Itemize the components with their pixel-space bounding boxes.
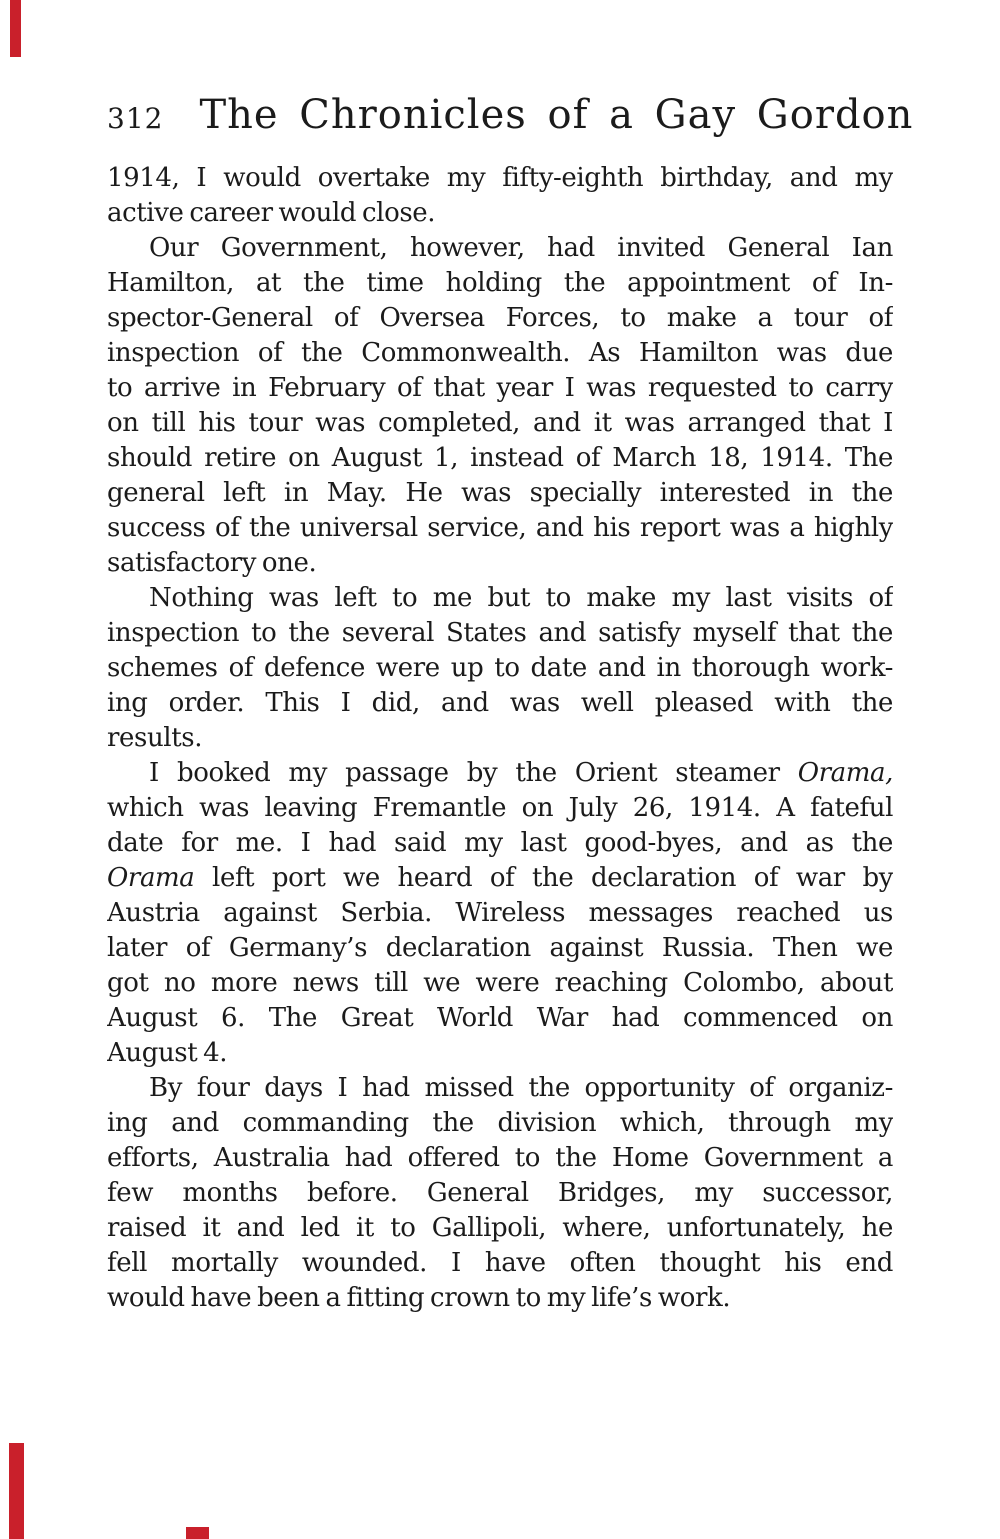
text-line — [107, 1001, 893, 1036]
text-segment: on till his tour was completed, and it was arranged that I — [107, 408, 893, 438]
paragraph — [107, 161, 893, 231]
text-segment: Nothing was left to me but to make my last visits of — [149, 583, 893, 613]
text-line — [107, 336, 893, 371]
page-number: 312 — [107, 102, 164, 135]
scan-mark-top-left — [10, 0, 21, 57]
text-segment: Austria against Serbia. Wireless messages reached us — [107, 898, 893, 928]
text-line — [107, 1281, 893, 1316]
text-segment: fell mortally wounded. I have often thought his end — [107, 1248, 893, 1278]
body-text — [107, 161, 893, 1316]
italic-text: Orama, — [797, 758, 893, 788]
text-segment: left port we heard of the declaration of war by — [194, 863, 893, 893]
text-line — [107, 686, 893, 721]
page-title: The Chronicles of a Gay Gordon — [199, 92, 914, 138]
text-line — [107, 406, 893, 441]
text-segment: ing and commanding the division which, through my — [107, 1108, 893, 1138]
text-segment: to arrive in February of that year I was requested to carry — [107, 373, 893, 403]
text-line — [107, 1211, 893, 1246]
text-segment: success of the universal service, and his report was a highly — [107, 513, 893, 543]
text-line — [107, 546, 893, 581]
text-line — [107, 791, 893, 826]
paragraph — [107, 1071, 893, 1316]
paragraph — [107, 231, 893, 581]
text-segment: results. — [107, 723, 203, 753]
text-segment: which was leaving Fremantle on July 26, 1914. A fateful — [107, 793, 893, 823]
text-line — [107, 231, 893, 266]
text-segment: raised it and led it to Gallipoli, where, unfortunately, he — [107, 1213, 893, 1243]
scan-mark-bottom-left — [9, 1443, 24, 1539]
text-line — [107, 511, 893, 546]
text-segment: By four days I had missed the opportunity of organiz- — [149, 1073, 893, 1103]
text-segment: efforts, Australia had offered to the Home Government a — [107, 1143, 893, 1173]
text-line — [107, 301, 893, 336]
text-segment: got no more news till we were reaching Colombo, about — [107, 968, 893, 998]
text-line — [107, 931, 893, 966]
text-segment: schemes of defence were up to date and in thorough work- — [107, 653, 893, 683]
text-segment: few months before. General Bridges, my successor, — [107, 1178, 893, 1208]
text-segment: inspection of the Commonwealth. As Hamilton was due — [107, 338, 893, 368]
text-line — [107, 896, 893, 931]
text-line — [107, 266, 893, 301]
italic-text: Orama — [107, 863, 195, 893]
scan-mark-bottom-middle — [186, 1527, 209, 1539]
text-segment: ing order. This I did, and was well pleased with the — [107, 688, 893, 718]
text-segment: spector-General of Oversea Forces, to make a tour of — [107, 303, 893, 333]
text-line — [107, 826, 893, 861]
text-line — [107, 966, 893, 1001]
text-segment: later of Germany’s declaration against Russia. Then we — [107, 933, 893, 963]
text-line — [107, 616, 893, 651]
text-line — [107, 1246, 893, 1281]
text-segment: 1914, I would overtake my fifty-eighth birthday, and my — [107, 163, 893, 193]
text-line — [107, 1071, 893, 1106]
text-line — [107, 441, 893, 476]
text-segment: active career would close. — [107, 198, 436, 228]
text-segment: general left in May. He was specially interested in the — [107, 478, 893, 508]
text-segment: would have been a fitting crown to my life’s work. — [107, 1283, 731, 1313]
text-segment: August 4. — [107, 1038, 228, 1068]
text-line — [107, 756, 893, 791]
paragraph — [107, 756, 893, 1071]
text-line — [107, 1106, 893, 1141]
text-segment: Hamilton, at the time holding the appointment of In- — [107, 268, 893, 298]
text-line — [107, 161, 893, 196]
text-line — [107, 861, 893, 896]
text-line — [107, 371, 893, 406]
text-line — [107, 196, 893, 231]
text-segment: inspection to the several States and satisfy myself that the — [107, 618, 893, 648]
text-line — [107, 1036, 893, 1071]
text-segment: satisfactory one. — [107, 548, 317, 578]
text-segment: date for me. I had said my last good-byes, and as the — [107, 828, 893, 858]
text-segment: Our Government, however, had invited General Ian — [149, 233, 893, 263]
text-line — [107, 651, 893, 686]
text-line — [107, 721, 893, 756]
text-line — [107, 1176, 893, 1211]
text-segment: should retire on August 1, instead of March 18, 1914. The — [107, 443, 893, 473]
text-segment: August 6. The Great World War had commenced on — [107, 1003, 893, 1033]
text-line — [107, 1141, 893, 1176]
page-header — [107, 92, 914, 138]
paragraph — [107, 581, 893, 756]
book-page — [107, 92, 914, 1316]
text-line — [107, 581, 893, 616]
text-line — [107, 476, 893, 511]
text-segment: I booked my passage by the Orient steamer — [149, 758, 798, 788]
